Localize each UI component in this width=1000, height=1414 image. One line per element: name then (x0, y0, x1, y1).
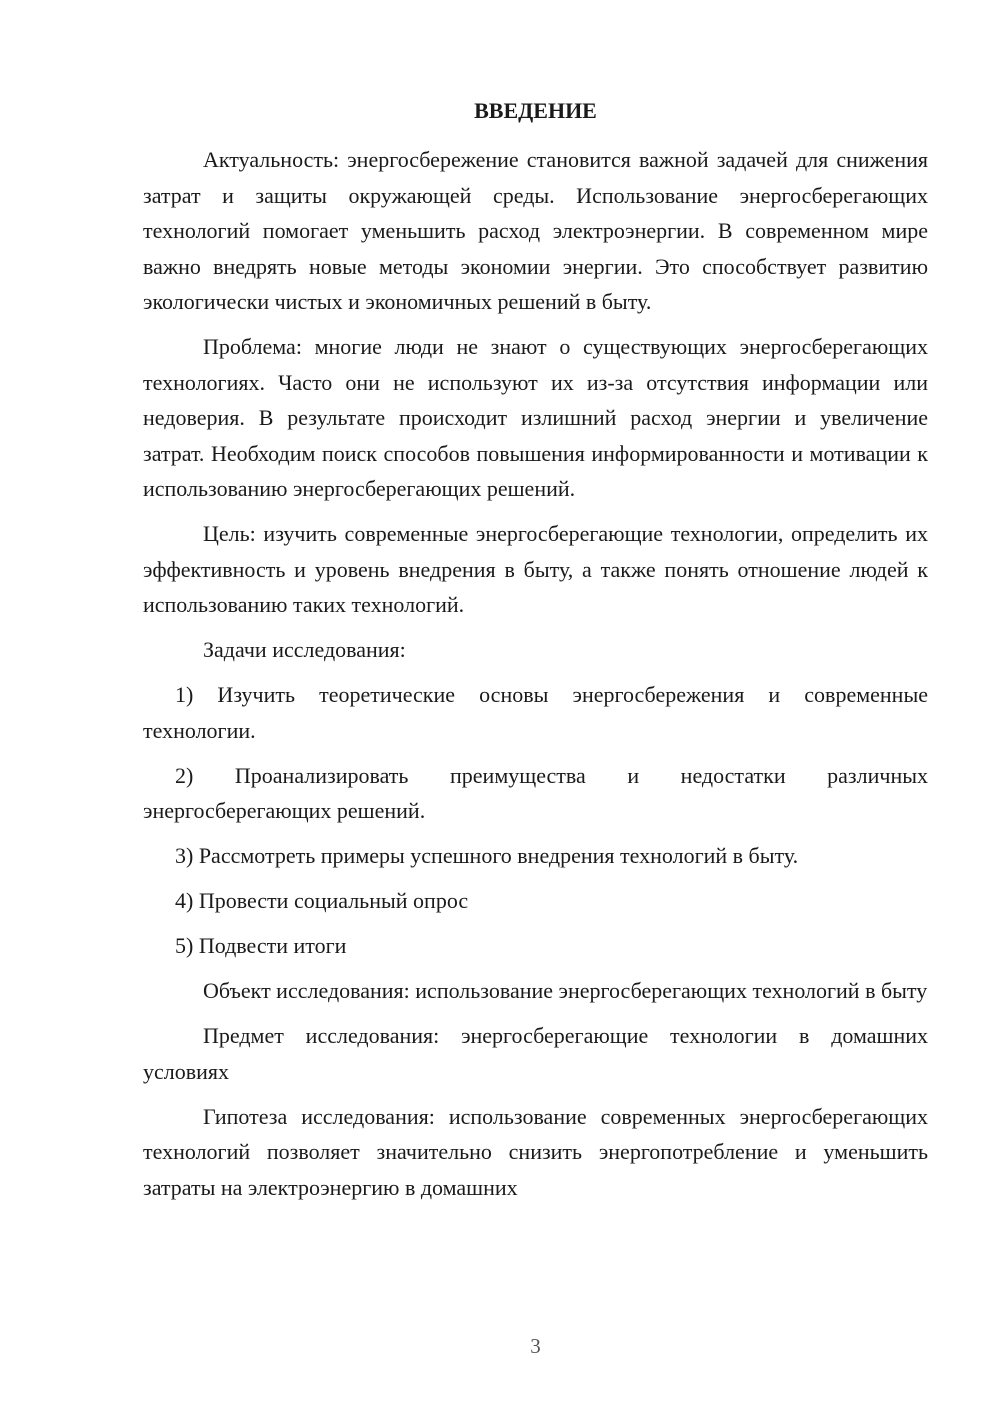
problem-paragraph: Проблема: многие люди не знают о существующих энергосберегающих технологиях. Часто они не используют их из-за отсутствия информации или недоверия. В результате происходит излишний расход энергии и увеличение затрат. Необходим поиск способов повышения информированности и мотивации к использованию энергосберегающих решений. (143, 334, 928, 501)
task-item-5: 5) Подвести итоги (175, 933, 347, 958)
goal-paragraph: Цель: изучить современные энергосберегающие технологии, определить их эффективность и уровень внедрения в быту, а также понять отношение людей к использованию таких технологий. (143, 521, 928, 617)
subject-paragraph: Предмет исследования: энергосберегающие технологии в домашних условиях (143, 1023, 928, 1084)
tasks-heading: Задачи исследования: (203, 637, 406, 662)
hypothesis-paragraph: Гипотеза исследования: использование современных энергосберегающих технологий позволяет значительно снизить энергопотребление и уменьшить затраты на электроэнергию в домашних (143, 1103, 928, 1200)
task-item-2: 2) Проанализировать преимущества и недостатки различных энергосберегающих решений. (143, 762, 928, 823)
task-item-4: 4) Провести социальный опрос (175, 888, 469, 913)
page-heading: ВВЕДЕНИЕ (474, 98, 597, 123)
task-item-3: 3) Рассмотреть примеры успешного внедрения технологий в быту. (175, 843, 799, 868)
relevance-paragraph: Актуальность: энергосбережение становится важной задачей для снижения затрат и защиты окружающей среды. Использование энергосберегающих технологий помогает уменьшить расход электроэнергии. В современном мире важно внедрять новые методы экономии энергии. Это способствует развитию экологически чистых и экономичных решений в быту. (143, 147, 928, 314)
page-number: 3 (530, 1334, 541, 1358)
document-body (143, 142, 928, 1205)
task-item-1: 1) Изучить теоретические основы энергосбережения и современные технологии. (143, 682, 928, 743)
object-paragraph: Объект исследования: использование энергосберегающих технологий в быту (203, 978, 928, 1003)
